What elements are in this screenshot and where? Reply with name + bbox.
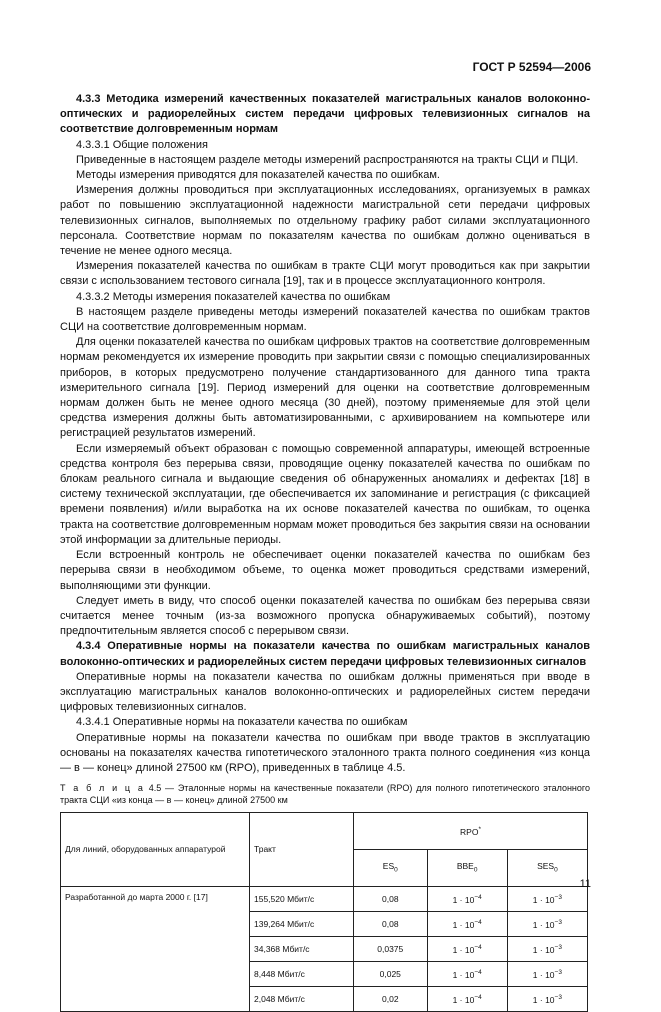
ses-cell: $1 \cdot 10^{-3}$ [507, 962, 587, 987]
es-cell: 0,0375 [354, 937, 428, 962]
col-tract-header: Тракт [250, 813, 354, 887]
es-cell: 0,08 [354, 887, 428, 912]
col-line-header: Для линий, оборудованных аппаратурой [61, 813, 250, 887]
paragraph: Приведенные в настоящем разделе методы измерений распространяются на тракты СЦИ и ПЦИ. [76, 153, 579, 166]
ses-cell: $1 \cdot 10^{-3}$ [507, 887, 587, 912]
paragraph: Измерения должны проводиться при эксплуатационных исследованиях, организуемых в рамках работ по повышению эксплуатационной надежности магистральной сети передачи цифровых телевизионных сигналов, выполняемых по отдельному графику работ силами эксплуатационного персонала. Соответствие нормам по показателям качества по ошибкам должно оцениваться в течение не менее одного месяца. [60, 184, 590, 258]
paragraph: В настоящем разделе приведены методы измерений показателей качества по ошибкам трактов СЦИ на соответствие долговременным нормам. [60, 305, 590, 334]
body-text [60, 92, 590, 1012]
tract-cell: 139,264 Мбит/с [250, 912, 354, 937]
paragraph: Оперативные нормы на показатели качества по ошибкам должны применяться при вводе в эксплуатацию магистральных каналов волоконно-оптических и радиорелейных систем передачи цифровых телевизионных сигналов. [60, 670, 590, 714]
table-row [61, 887, 588, 912]
tract-cell: 8,448 Мбит/с [250, 962, 354, 987]
paragraph: Методы измерения приводятся для показателей качества по ошибкам. [76, 169, 440, 182]
col-rpo-header: RPO* [354, 813, 588, 850]
bbe-cell: $1 \cdot 10^{-4}$ [427, 887, 507, 912]
tract-cell: 155,520 Мбит/с [250, 887, 354, 912]
paragraph: Оперативные нормы на показатели качества по ошибкам при вводе трактов в эксплуатацию основаны на показателях качества гипотетического эталонного тракта полного соединения «из конца — в — конец» длиной 27500 км (RPO), приведенных в таблице 4.5. [60, 731, 590, 774]
error-norms-table [60, 812, 588, 1012]
paragraph: Если встроенный контроль не обеспечивает оценки показателей качества по ошибкам без перерыва связи в необходимом объеме, то оценка может проводиться средствами измерений, выполняющими эти функции. [60, 549, 590, 592]
table-caption-label: Т а б л и ц а [60, 783, 145, 794]
es-cell: 0,08 [354, 912, 428, 937]
paragraph: Если измеряемый объект образован с помощью современной аппаратуры, имеющей встроенные средства контроля без перерыва связи, проводящие оценку показателей качества по ошибкам по блокам реального сигнала и выдающие сведения об обнаруженных аномалиях и дефектах [18] в систему технической эксплуатации, где обеспечивается их запоминание и регистрация (с фиксацией времени появления) и/или выработка на их основе показателей качества по ошибкам, то оценка тракта на соответствие долговременным нормам может проводиться без закрытия связи на основании этой информации за длительные периоды. [60, 442, 590, 546]
paragraph: Измерения показателей качества по ошибкам в тракте СЦИ могут проводиться как при закрытии связи с использованием тестового сигнала [19], так и в процессе эксплуатационного контроля. [60, 260, 590, 288]
paragraph: 4.3.3.1 Общие положения [76, 138, 208, 151]
line-cell: Разработанной до марта 2000 г. [17] [61, 887, 250, 1012]
table-body [61, 887, 588, 1012]
ses-cell: $1 \cdot 10^{-3}$ [507, 987, 587, 1012]
bbe-cell: $1 \cdot 10^{-4}$ [427, 937, 507, 962]
col-ses-header: $SES_0$ [507, 850, 587, 887]
document-id: ГОСТ Р 52594—2006 [472, 60, 591, 74]
section-heading: 4.3.4 Оперативные нормы на показатели качества по ошибкам магистральных каналов волоконно-оптических и радиорелейных систем передачи цифровых телевизионных сигналов [60, 640, 590, 668]
ses-cell: $1 \cdot 10^{-3}$ [507, 937, 587, 962]
bbe-cell: $1 \cdot 10^{-4}$ [427, 962, 507, 987]
paragraph-list [60, 92, 590, 776]
bbe-cell: $1 \cdot 10^{-4}$ [427, 912, 507, 937]
paragraph: 4.3.3.2 Методы измерения показателей качества по ошибкам [76, 290, 391, 303]
table-caption-text: 4.5 — Эталонные нормы на качественные показатели (RPO) для полного гипотетического эталонного тракта СЦИ «из конца — в — конец» длиной 27500 км [60, 783, 591, 806]
page-number: 11 [579, 878, 591, 890]
tract-cell: 34,368 Мбит/с [250, 937, 354, 962]
paragraph: Для оценки показателей качества по ошибкам цифровых трактов на соответствие долговременным нормам рекомендуется их измерение проводить при закрытии связи с помощью специализированных приборов, в которых предусмотрено получение стандартизованного для данного типа тракта измерительного сигнала [19]. Период измерений для оценки на соответствие долговременным нормам должен быть не менее одного месяца (30 дней), поэтому применяемые для этой цели средства измерения должны быть автоматизированными, с архивированием на компьютере или регистрацией результатов измерений. [60, 336, 590, 440]
es-cell: 0,02 [354, 987, 428, 1012]
col-es-header: $ES_0$ [354, 850, 428, 887]
bbe-cell: $1 \cdot 10^{-4}$ [427, 987, 507, 1012]
section-heading: 4.3.3 Методика измерений качественных показателей магистральных каналов волоконно-оптических и радиорелейных систем передачи цифровых телевизионных сигналов на соответствие долговременным нормам [60, 93, 590, 136]
ses-cell: $1 \cdot 10^{-3}$ [507, 912, 587, 937]
es-cell: 0,025 [354, 962, 428, 987]
tract-cell: 2,048 Мбит/с [250, 987, 354, 1012]
col-bbe-header: $BBE_0$ [427, 850, 507, 887]
paragraph: 4.3.4.1 Оперативные нормы на показатели качества по ошибкам [76, 716, 408, 729]
table-caption [60, 782, 590, 806]
paragraph: Следует иметь в виду, что способ оценки показателей качества по ошибкам без перерыва связи считается менее точным (из-за возможного пропуска обнаруживаемых событий), поэтому предпочтительным является способ с перерывом связи. [60, 594, 590, 638]
